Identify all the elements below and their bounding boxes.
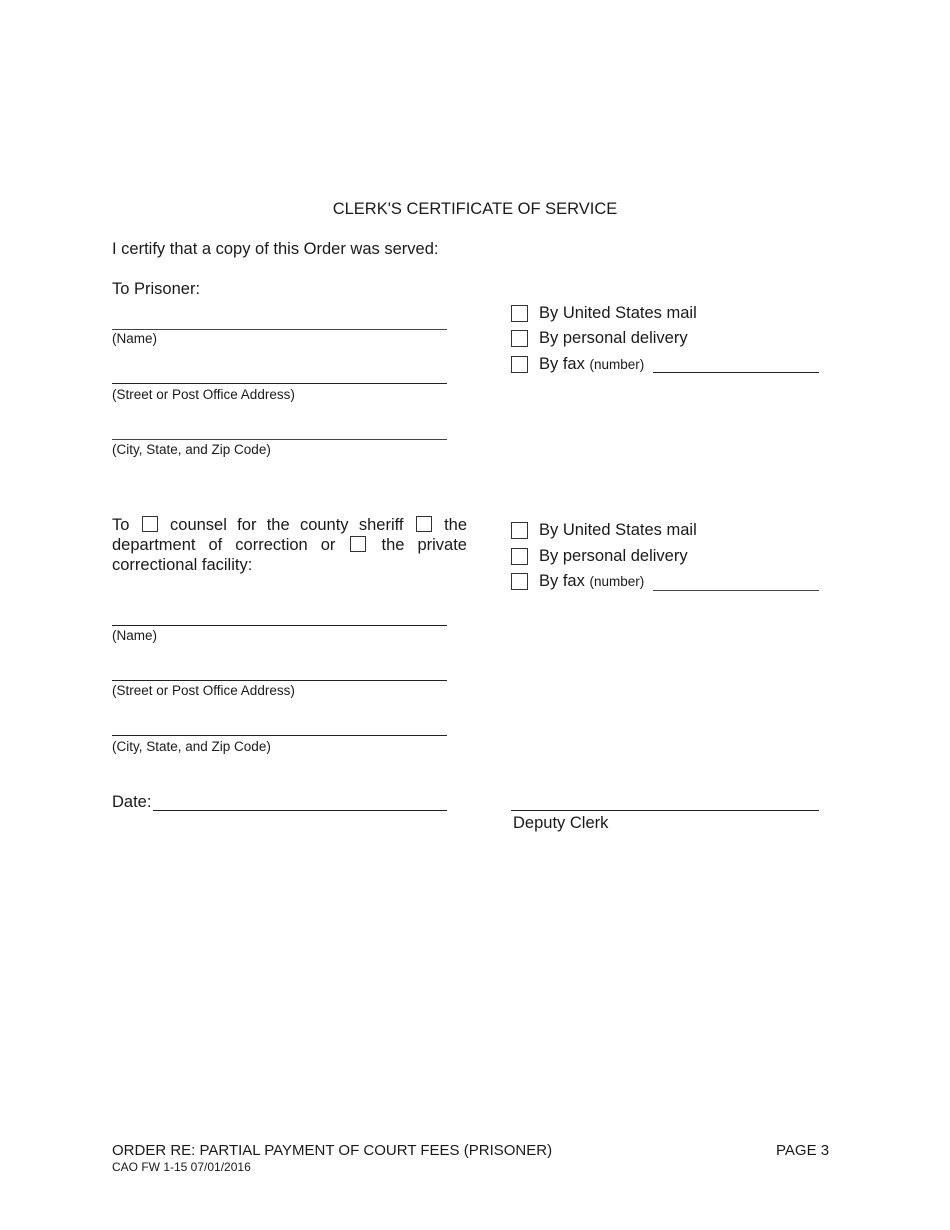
counsel-fax-sub: (number) (589, 574, 645, 589)
prisoner-street-field[interactable] (112, 383, 447, 384)
prisoner-heading: To Prisoner: (112, 280, 201, 298)
prisoner-fax-number-field[interactable] (653, 372, 819, 373)
intro-text: I certify that a copy of this Order was served: (112, 240, 439, 258)
footer-form-code: CAO FW 1-15 07/01/2016 (112, 1160, 251, 1174)
prisoner-mail-checkbox[interactable] (511, 305, 528, 322)
prisoner-personal-checkbox[interactable] (511, 330, 528, 347)
counsel-city-label: (City, State, and Zip Code) (112, 739, 271, 754)
footer-page-number: PAGE 3 (776, 1142, 830, 1159)
counsel-city-field[interactable] (112, 735, 447, 736)
prisoner-mail-label: By United States mail (539, 304, 697, 322)
deputy-clerk-signature-line[interactable] (511, 810, 819, 811)
date-label: Date: (112, 793, 152, 811)
prisoner-city-label: (City, State, and Zip Code) (112, 442, 271, 457)
counsel-name-field[interactable] (112, 625, 447, 626)
prisoner-fax-checkbox[interactable] (511, 356, 528, 373)
counsel-fax-label (539, 572, 644, 591)
counsel-street-field[interactable] (112, 680, 447, 681)
counsel-street-label: (Street or Post Office Address) (112, 683, 295, 698)
prisoner-personal-label: By personal delivery (539, 329, 688, 347)
date-field[interactable] (153, 810, 447, 811)
prisoner-street-label: (Street or Post Office Address) (112, 387, 295, 402)
counsel-recipient-paragraph (112, 515, 467, 575)
counsel-mail-checkbox[interactable] (511, 522, 528, 539)
private-facility-checkbox[interactable] (350, 536, 366, 552)
county-sheriff-checkbox[interactable] (142, 516, 158, 532)
para-private: the private correctional facility: (112, 536, 467, 574)
prisoner-name-label: (Name) (112, 331, 158, 346)
para-doc: the department of correction or (112, 516, 468, 554)
department-correction-checkbox[interactable] (416, 516, 432, 532)
counsel-fax-number-field[interactable] (653, 590, 819, 591)
prisoner-name-field[interactable] (112, 329, 447, 330)
para-sheriff: counsel for the county sheriff (170, 516, 404, 534)
document-title: CLERK'S CERTIFICATE OF SERVICE (332, 200, 618, 218)
counsel-fax-checkbox[interactable] (511, 573, 528, 590)
counsel-name-label: (Name) (112, 628, 158, 643)
footer-title: ORDER RE: PARTIAL PAYMENT OF COURT FEES (PRISONER) (112, 1142, 553, 1159)
prisoner-city-field[interactable] (112, 439, 447, 440)
counsel-fax-text: By fax (539, 572, 585, 590)
para-to: To (112, 516, 130, 534)
deputy-clerk-label: Deputy Clerk (513, 814, 609, 832)
prisoner-fax-label (539, 355, 644, 374)
counsel-mail-label: By United States mail (539, 521, 697, 539)
prisoner-fax-text: By fax (539, 355, 585, 373)
counsel-personal-label: By personal delivery (539, 547, 688, 565)
counsel-personal-checkbox[interactable] (511, 548, 528, 565)
prisoner-fax-sub: (number) (589, 357, 645, 372)
